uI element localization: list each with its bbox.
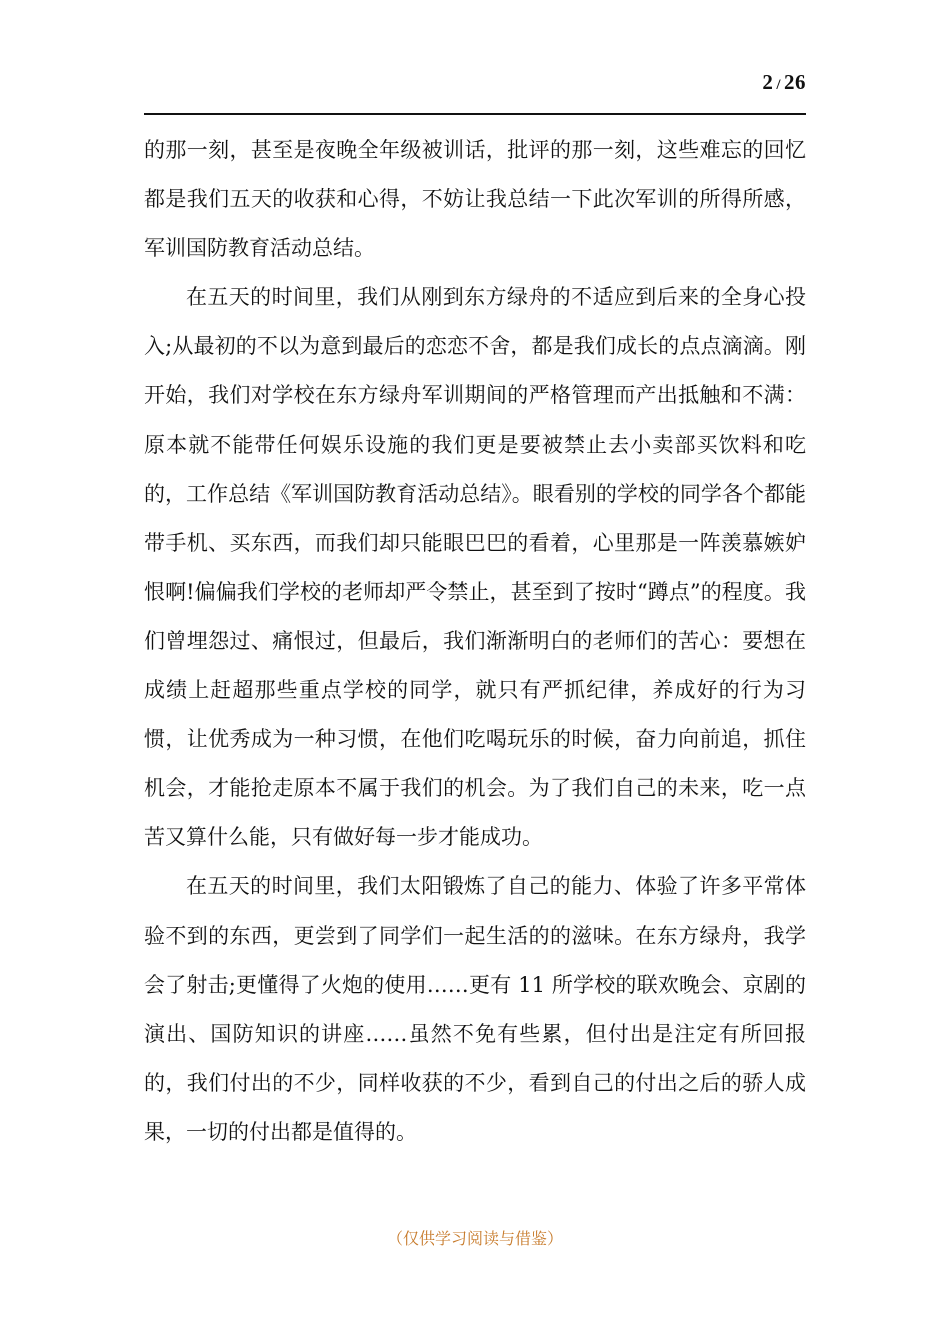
paragraph-training-experience: 在五天的时间里，我们从刚到东方绿舟的不适应到后来的全身心投入;从最初的不以为意到最后的恋恋不舍，都是我们成长的点点滴滴。刚开始，我们对学校在东方绿舟军训期间的严格管理而产出抵触和不满：原本就不能带任何娱乐设施的我们更是要被禁止去小卖部买饮料和吃的，工作总结《军训国防教育活动总结》。眼看别的学校的同学各个都能带手机、买东西，而我们却只能眼巴巴的看着，心里那是一阵羡慕嫉妒恨啊!偏偏我们学校的老师却严令禁止，甚至到了按时“蹲点”的程度。我们曾埋怨过、痛恨过，但最后，我们渐渐明白的老师们的苦心：要想在成绩上赶超那些重点学校的同学，就只有严抓纪律，养成好的行为习惯，让优秀成为一种习惯，在他们吃喝玩乐的时候，奋力向前追，抓住机会，才能抢走原本不属于我们的机会。为了我们自己的未来，吃一点苦又算什么能，只有做好每一步才能成功。 <box>144 285 806 850</box>
page-current: 2 <box>762 70 774 94</box>
page-number <box>762 70 806 95</box>
footer-disclaimer: （仅供学习阅读与借鉴） <box>386 1229 563 1248</box>
paragraph-continuation: 的那一刻，甚至是夜晚全年级被训话，批评的那一刻，这些难忘的回忆都是我们五天的收获和心得，不妨让我总结一下此次军训的所得所感，军训国防教育活动总结。 <box>144 138 806 261</box>
document-body <box>144 126 806 1157</box>
page-total: 26 <box>784 70 806 94</box>
paragraph-training-gains: 在五天的时间里，我们太阳锻炼了自己的能力、体验了许多平常体验不到的东西，更尝到了同学们一起生活的的滋味。在东方绿舟，我学会了射击;更懂得了火炮的使用……更有 11 所学校的联欢晚会、京剧的演出、国防知识的讲座……虽然不免有些累，但付出是注定有所回报的，我们付出的不少，同样收获的不少，看到自己的付出之后的骄人成果，一切的付出都是值得的。 <box>144 874 806 1144</box>
page-separator: / <box>776 77 781 93</box>
header-divider <box>144 113 806 115</box>
